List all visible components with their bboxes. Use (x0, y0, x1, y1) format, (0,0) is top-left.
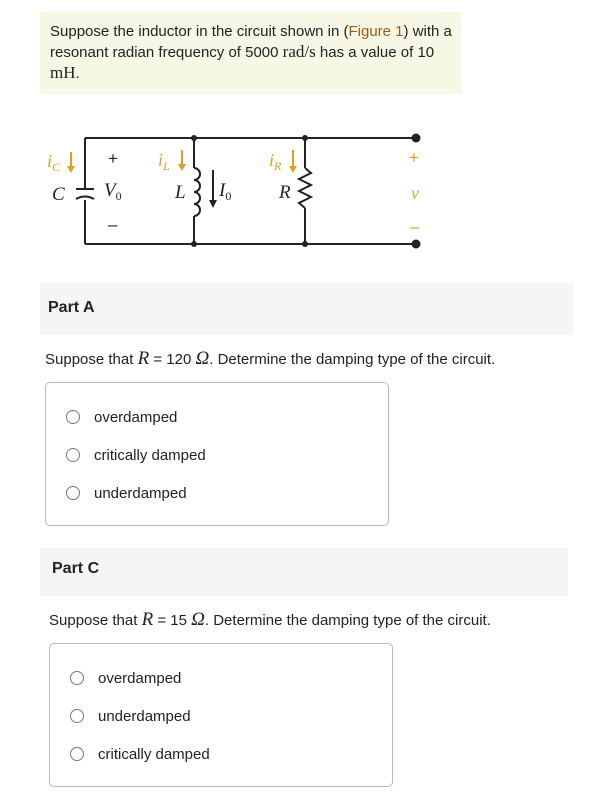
unit-mh: mH (50, 63, 76, 82)
part-c-q-value: = 15 (153, 612, 192, 629)
part-a-q-text: Suppose that (45, 351, 138, 368)
current-arrows (67, 150, 297, 173)
part-a-q-value: = 120 (149, 351, 196, 368)
unit-rad-per-s: rad/s (282, 42, 316, 61)
plus-sign-v0: + (108, 149, 118, 168)
source-current-arrow (209, 170, 217, 208)
intro-text-1: Suppose the inductor in the circuit shown in ( (50, 23, 349, 40)
intro-text-4: . (75, 65, 80, 82)
intro-text-3: has a value of 10 (315, 44, 435, 61)
part-a-option-2[interactable] (66, 444, 206, 466)
minus-sign-v0: – (108, 215, 118, 234)
part-c-q-text: Suppose that (49, 612, 142, 629)
i0-label: $I_0$ (219, 180, 232, 203)
option-label: underdamped (94, 484, 187, 502)
radio-button[interactable] (70, 671, 84, 685)
option-label: overdamped (98, 669, 182, 687)
plus-sign-v: + (409, 148, 419, 167)
figure-link[interactable]: Figure 1 (348, 23, 404, 40)
part-a-q-var: R (137, 348, 150, 369)
intro-text-2: ) with a resonant radian frequency of 5000 (50, 23, 452, 61)
problem-statement (40, 12, 462, 94)
part-a-title: Part A (48, 299, 95, 316)
part-c-option-3[interactable] (70, 743, 210, 765)
part-a-header[interactable] (40, 283, 573, 335)
r-label: R (279, 182, 291, 203)
part-a-option-3[interactable] (66, 482, 187, 504)
part-c-q-var: R (141, 609, 154, 630)
radio-button[interactable] (70, 747, 84, 761)
option-label: overdamped (94, 408, 178, 426)
radio-button[interactable] (66, 486, 80, 500)
part-a-option-1[interactable] (66, 406, 177, 428)
minus-sign-v: – (410, 217, 420, 236)
part-c-option-1[interactable] (70, 667, 181, 689)
option-label: critically damped (98, 745, 210, 763)
part-c-title: Part C (52, 560, 100, 577)
radio-button[interactable] (66, 448, 80, 462)
part-c-choices (49, 643, 393, 787)
part-c-option-2[interactable] (70, 705, 191, 727)
ir-label: $i_R$ (269, 150, 282, 173)
ic-label: $i_C$ (47, 151, 61, 174)
radio-button[interactable] (70, 709, 84, 723)
il-label: $i_L$ (158, 150, 170, 173)
option-label: underdamped (98, 707, 191, 725)
part-c-header[interactable] (40, 548, 568, 596)
part-a-question (45, 348, 495, 370)
part-c-q-after: . Determine the damping type of the circuit. (204, 612, 491, 629)
part-c-q-unit: Ω (191, 609, 205, 630)
l-label: L (175, 182, 186, 203)
v-label: v (411, 183, 419, 203)
radio-button[interactable] (66, 410, 80, 424)
option-label: critically damped (94, 446, 206, 464)
part-a-q-unit: Ω (195, 348, 210, 369)
circuit-diagram (42, 128, 442, 258)
part-a-choices (45, 382, 389, 526)
circuit-wires (76, 138, 414, 244)
part-a-q-after: . Determine the damping type of the circuit. (209, 351, 496, 368)
c-label: C (52, 184, 65, 205)
part-c-question (49, 609, 491, 631)
v0-label: $V_0$ (104, 180, 122, 203)
